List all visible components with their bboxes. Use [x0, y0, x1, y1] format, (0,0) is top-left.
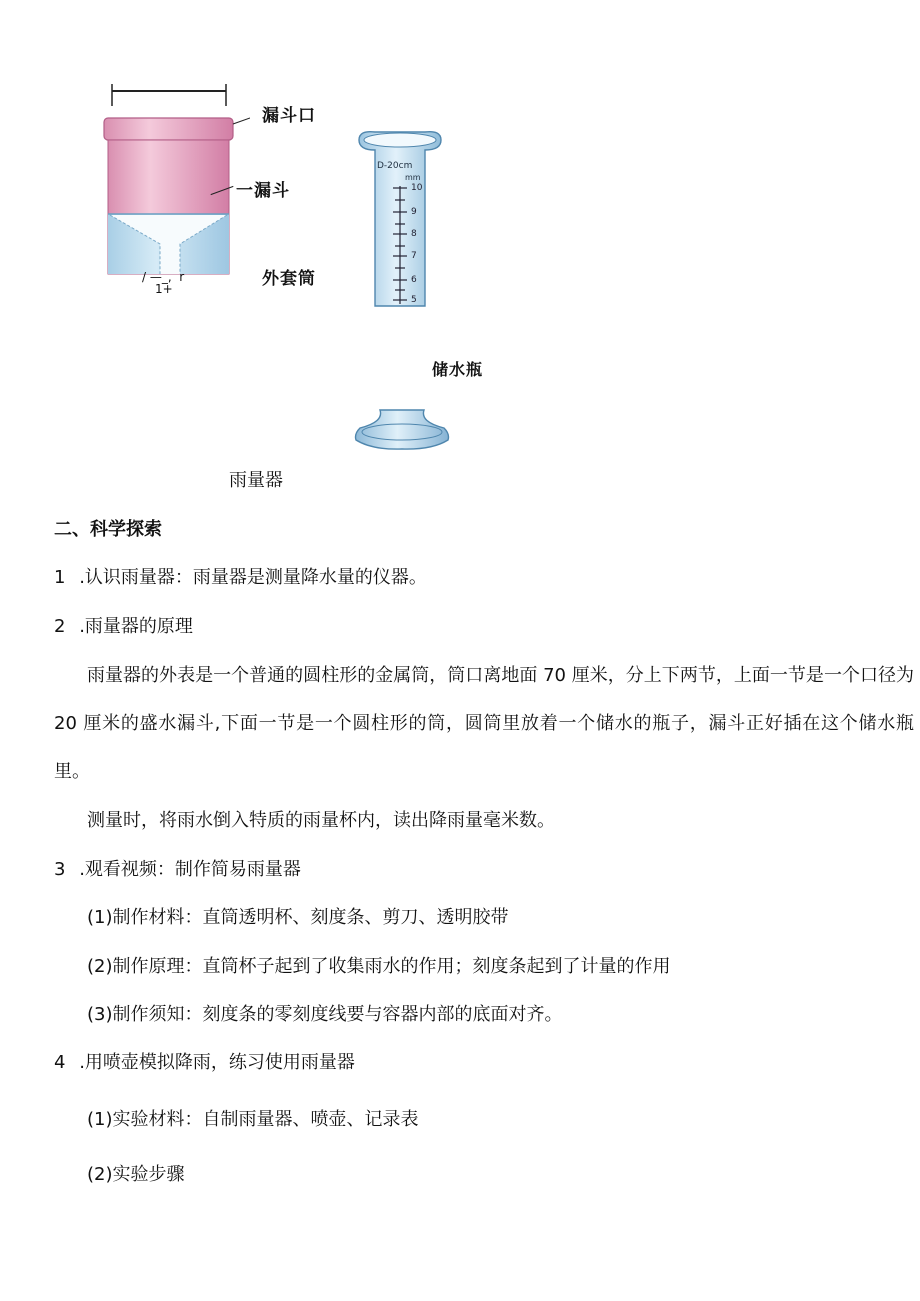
section-heading: 二、科学探索 — [54, 519, 162, 540]
item-2 — [54, 615, 193, 639]
outer-cylinder-label: 外套筒 — [262, 269, 316, 289]
item-number: 3 — [54, 859, 66, 880]
item-number: 1 — [54, 567, 66, 588]
sub-item: (1)实验材料：自制雨量器、喷壶、记录表 — [87, 1109, 419, 1130]
item-number: 4 — [54, 1052, 66, 1073]
scale-number: 6 — [411, 275, 417, 285]
small-marks-text-2: 1+ — [155, 282, 173, 296]
item-1 — [54, 566, 427, 590]
sub-item: (2)制作原理：直筒杯子起到了收集雨水的作用；刻度条起到了计量的作用 — [87, 956, 671, 977]
measurement-paragraph: 测量时，将雨水倒入特质的雨量杯内，读出降雨量毫米数。 — [87, 810, 555, 831]
scale-number: 5 — [411, 295, 417, 305]
cylinder-base-illustration — [352, 408, 452, 450]
item-number: 2 — [54, 616, 66, 637]
scale-number: 7 — [411, 251, 417, 261]
principle-paragraph: 雨量器的外表是一个普通的圆柱形的金属筒，筒口离地面 70 厘米，分上下两节，上面一节是一个口径为 20 厘米的盛水漏斗,下面一节是一个圆柱形的筒，圆筒里放着一个储水的瓶子，漏斗正好插在这个储水瓶里。 — [54, 665, 914, 782]
figure-caption: 雨量器 — [229, 470, 283, 491]
storage-bottle-label: 储水瓶 — [432, 360, 484, 379]
item-4 — [54, 1051, 355, 1075]
sub-item: (3)制作须知：刻度条的零刻度线要与容器内部的底面对齐。 — [87, 1004, 563, 1025]
cylinder-unit-text: mm — [405, 173, 421, 182]
item-text: .用喷壶模拟降雨，练习使用雨量器 — [79, 1052, 355, 1073]
sub-item: (1)制作材料：直筒透明杯、刻度条、剪刀、透明胶带 — [87, 907, 509, 928]
scale-number: 10 — [411, 183, 423, 193]
sub-item: (2)实验步骤 — [87, 1164, 185, 1185]
funnel-label: 一漏斗 — [236, 181, 290, 201]
item-text: .观看视频：制作简易雨量器 — [79, 859, 301, 880]
scale-number: 8 — [411, 229, 417, 239]
cylinder-top-text: D-20cm — [377, 161, 413, 171]
small-marks-text: / —_, r — [142, 270, 185, 284]
scale-number: 9 — [411, 207, 417, 217]
funnel-mouth-label: 漏斗口 — [262, 106, 316, 126]
item-text: .雨量器的原理 — [79, 616, 193, 637]
item-text: .认识雨量器：雨量器是测量降水量的仪器。 — [79, 567, 427, 588]
item-3 — [54, 858, 301, 882]
measuring-cylinder-illustration — [355, 128, 445, 308]
